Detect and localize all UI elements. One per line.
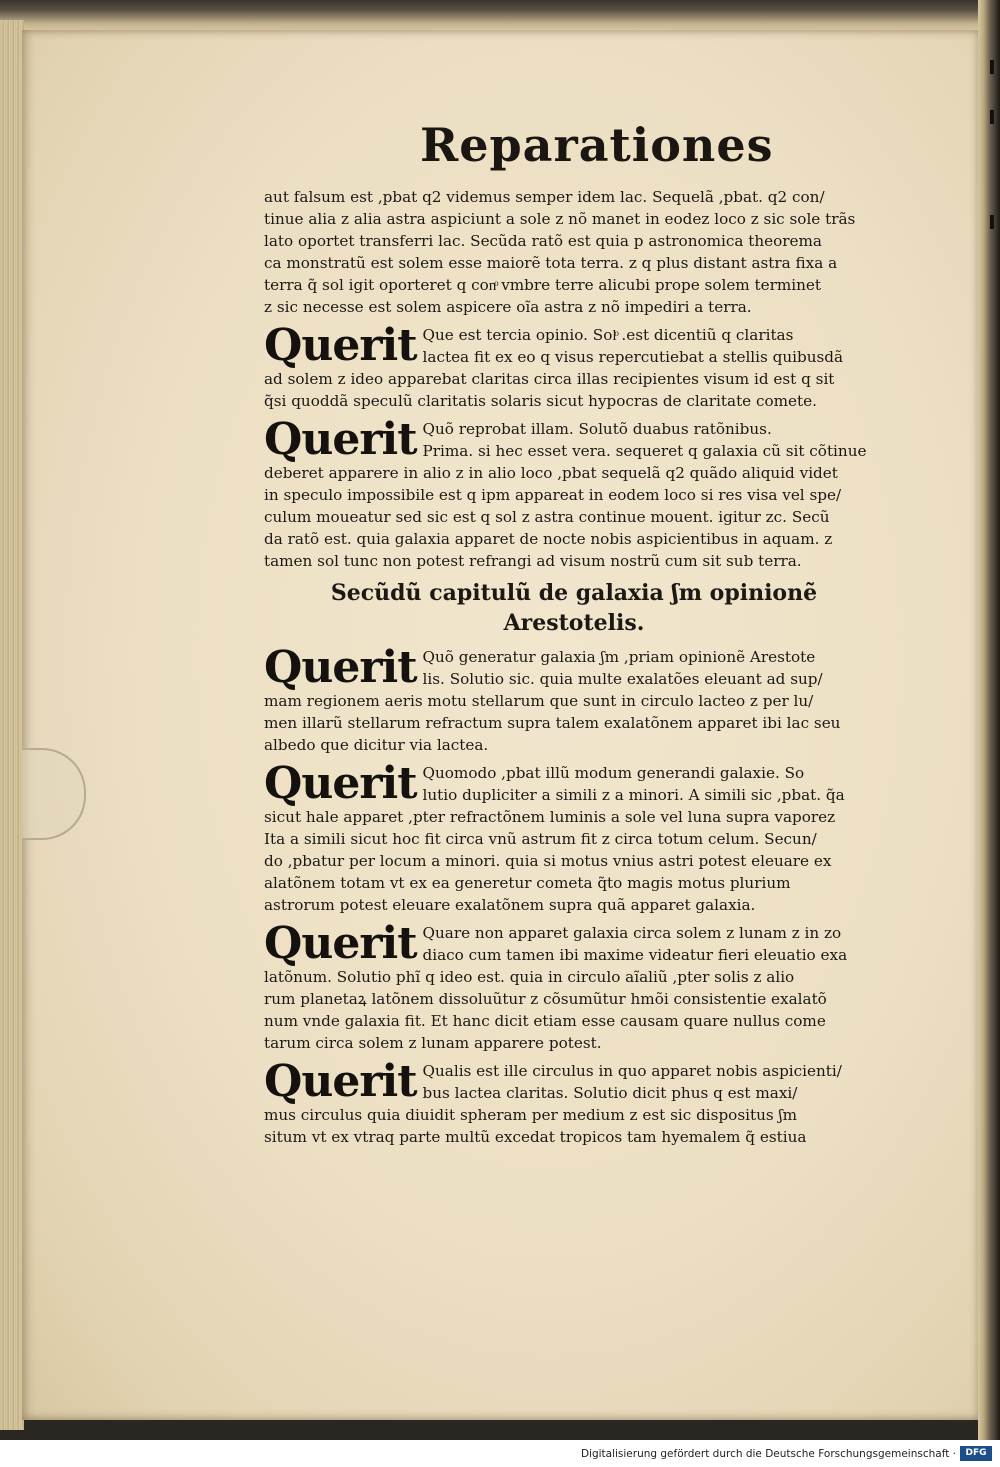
text-line: aut falsum est ,pbat q2 videmus semper idem lac. Sequelã ,pbat. q2 con/ (264, 188, 825, 206)
text-line: Quõ reprobat illam. Solutõ duabus ratõnibus. (422, 420, 772, 438)
footer-credit: Digitalisierung gefördert durch die Deutsche Forschungsgemeinschaft · (580, 1448, 956, 1460)
text-line: z sic necesse est solem aspicere oĩa astra z nõ impediri a terra. (264, 298, 752, 316)
querit-initial: Querit (264, 414, 417, 465)
paragraph (264, 186, 884, 318)
text-line: lis. Solutio sic. quia multe exalatões eleuant ad sup/ (422, 670, 823, 688)
text-line: tamen sol tunc non potest refrangi ad visum nostrũ cum sit sub terra. (264, 552, 802, 570)
text-line: alatõnem totam vt ex ea generetur cometa q̃to magis motus plurium (264, 874, 791, 892)
text-line: Quõ generatur galaxia ʃm ,priam opinionẽ Arestote (422, 648, 816, 666)
text-line: Quare non apparet galaxia circa solem z lunam z in zo (422, 924, 842, 942)
querit-initial: Querit (264, 642, 417, 693)
paragraph (264, 414, 884, 572)
paragraph (264, 918, 884, 1054)
text-line: diaco cum tamen ibi maxime videatur fieri eleuatio exa (422, 946, 848, 964)
text-line: Que est tercia opinio. Solͦ .est dicentiũ q claritas (422, 326, 794, 344)
text-line: lato oportet transferri lac. Secũda ratõ est quia p astronomica theorema (264, 232, 822, 250)
text-line: albedo que dicitur via lactea. (264, 736, 489, 754)
footer (0, 1440, 1000, 1467)
querit-initial: Querit (264, 918, 417, 969)
text-line: terra q̃ sol igit oporteret q conͦ vmbre terre alicubi prope solem terminet (264, 276, 822, 294)
text-line: mus circulus quia diuidit spheram per medium z est sic dispositus ʃm (264, 1106, 798, 1124)
paragraph (264, 1056, 884, 1148)
text-line: ad solem z ideo apparebat claritas circa illas recipientes visum id est q sit (264, 370, 835, 388)
text-line: Quomodo ,pbat illũ modum generandi galaxie. So (422, 764, 805, 782)
text-line: da ratõ est. quia galaxia apparet de nocte nobis aspicientibus in aquam. z (264, 530, 833, 548)
paragraph (264, 758, 884, 916)
text-line: q̃si quoddã speculũ claritatis solaris sicut hypocras de claritate comete. (264, 392, 817, 410)
text-line: Prima. si hec esset vera. sequeret q galaxia cũ sit cõtinue (422, 442, 867, 460)
page-tab-marker (22, 748, 86, 840)
text-line: Qualis est ille circulus in quo apparet nobis aspicienti/ (422, 1062, 842, 1080)
text-line: rum planetaꝝ latõnem dissoluũtur z cõsumũtur hmõi consistentie exalatõ (264, 990, 827, 1008)
chapter-heading: Secũdũ capitulũ de galaxia ʃm opinionẽ Arestotelis. (330, 580, 818, 636)
book-left-edge (0, 20, 24, 1430)
edge-mark (990, 60, 994, 74)
querit-initial: Querit (264, 758, 417, 809)
text-line: situm vt ex vtraq parte multũ excedat tropicos tam hyemalem q̃ estiua (264, 1128, 807, 1146)
text-line: lactea fit ex eo q visus repercutiebat a stellis quibusdã (422, 348, 844, 366)
text-line: do ,pbatur per locum a minori. quia si motus vnius astri potest eleuare ex (264, 852, 832, 870)
text-line: num vnde galaxia fit. Et hanc dicit etiam esse causam quare nullus come (264, 1012, 826, 1030)
text-line: tinue alia z alia astra aspiciunt a sole z nõ manet in eodez loco z sic sole trãs (264, 210, 856, 228)
text-line: bus lactea claritas. Solutio dicit phus q est maxi/ (422, 1084, 798, 1102)
querit-initial: Querit (264, 1056, 417, 1107)
book-top-edge (0, 0, 1000, 32)
text-line: astrorum potest eleuare exalatõnem supra quã apparet galaxia. (264, 896, 756, 914)
text-line: men illarũ stellarum refractum supra talem exalatõnem apparet ibi lac seu (264, 714, 841, 732)
text-line: lutio dupliciter a simili z a minori. A simili sic ,pbat. q̃a (422, 786, 845, 804)
book-right-edge (978, 0, 1000, 1440)
text-line: ca monstratũ est solem esse maiorẽ tota terra. z q plus distant astra fixa a (264, 254, 838, 272)
text-line: mam regionem aeris motu stellarum que sunt in circulo lacteo z per lu/ (264, 692, 814, 710)
running-head: Reparationes (420, 118, 774, 172)
text-line: in speculo impossibile est q ipm appareat in eodem loco si res visa vel spe/ (264, 486, 842, 504)
text-line: latõnum. Solutio phĩ q ideo est. quia in circulo aĩaliũ ,pter solis z alio (264, 968, 795, 986)
querit-initial: Querit (264, 320, 417, 371)
dfg-logo: DFG (960, 1446, 992, 1461)
text-line: culum moueatur sed sic est q sol z astra continue mouent. igitur zc. Secũ (264, 508, 830, 526)
paragraph (264, 320, 884, 412)
text-line: deberet apparere in alio z in alio loco ,pbat sequelã q2 quãdo aliquid videt (264, 464, 838, 482)
text-part-1 (264, 186, 884, 572)
edge-mark (990, 215, 994, 229)
text-line: tarum circa solem z lunam apparere potest. (264, 1034, 602, 1052)
text-line: Ita a simili sicut hoc fit circa vnũ astrum fit z circa totum celum. Secun/ (264, 830, 817, 848)
paragraph (264, 642, 884, 756)
text-line: sicut hale apparet ,pter refractõnem luminis a sole vel luna supra vaporez (264, 808, 836, 826)
text-part-2 (264, 642, 884, 1148)
edge-mark (990, 110, 994, 124)
text-block (264, 186, 884, 1154)
